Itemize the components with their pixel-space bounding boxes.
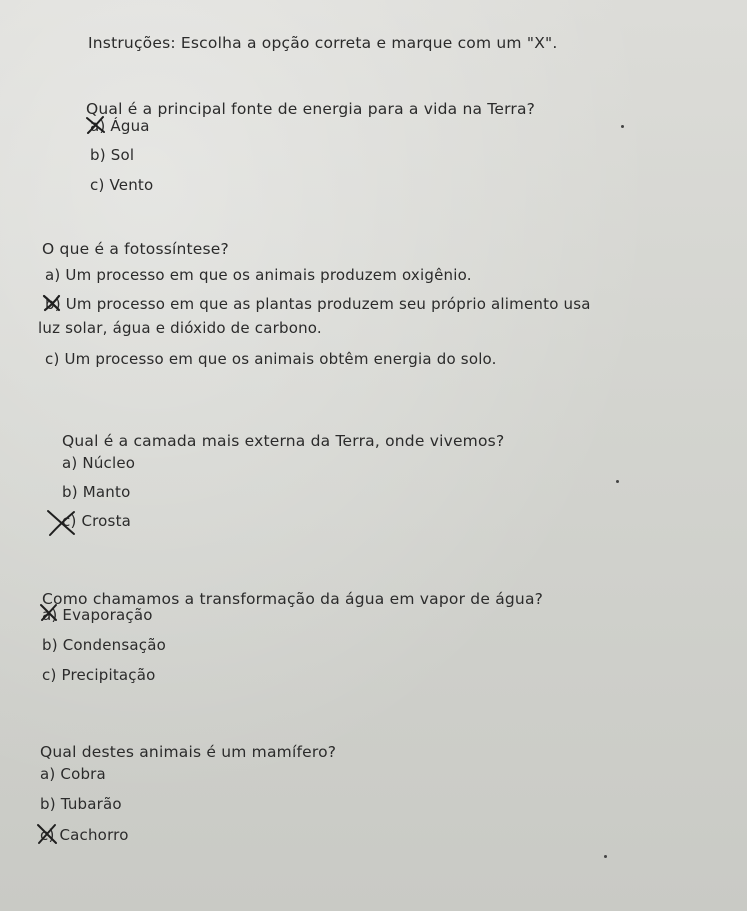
question-4-option-b[interactable]: b) Condensação <box>42 636 166 654</box>
question-2-text: O que é a fotossíntese? <box>42 240 229 258</box>
question-1-option-b[interactable]: b) Sol <box>90 146 135 164</box>
question-5-option-b[interactable]: b) Tubarão <box>40 795 122 813</box>
question-1-option-c[interactable]: c) Vento <box>90 176 154 194</box>
question-3-option-a[interactable]: a) Núcleo <box>62 454 136 472</box>
question-1-option-a[interactable]: a) Água <box>90 117 150 135</box>
question-3-option-c[interactable]: c) Crosta <box>62 512 132 530</box>
question-2-option-b[interactable]: b) Um processo em que as plantas produzem seu próprio alimento usa <box>45 295 591 313</box>
instructions-text: Instruções: Escolha a opção correta e marque com um "X". <box>88 34 558 52</box>
question-2-option-a[interactable]: a) Um processo em que os animais produzem oxigênio. <box>45 266 472 284</box>
question-5-option-c[interactable]: c) Cachorro <box>40 826 129 844</box>
paper-speck <box>621 125 624 128</box>
question-4-option-c[interactable]: c) Precipitação <box>42 666 156 684</box>
question-4-text: Como chamamos a transformação da água em vapor de água? <box>42 590 544 608</box>
question-5-option-a[interactable]: a) Cobra <box>40 765 106 783</box>
handwritten-x-mark-question-3 <box>44 508 80 538</box>
paper-speck <box>604 855 607 858</box>
handwritten-x-mark-question-2 <box>41 292 63 314</box>
paper-speck <box>616 480 619 483</box>
question-3-text: Qual é a camada mais externa da Terra, onde vivemos? <box>62 432 505 450</box>
question-3-option-b[interactable]: b) Manto <box>62 483 131 501</box>
question-5-text: Qual destes animais é um mamífero? <box>40 743 337 761</box>
handwritten-x-mark-question-4 <box>38 602 60 624</box>
handwritten-x-mark-question-1 <box>84 114 108 136</box>
question-4-option-a[interactable]: a) Evaporação <box>42 606 153 624</box>
question-2-option-c[interactable]: c) Um processo em que os animais obtêm energia do solo. <box>45 350 497 368</box>
question-1-text: Qual é a principal fonte de energia para a vida na Terra? <box>86 100 536 118</box>
question-2-option-b-continuation: luz solar, água e dióxido de carbono. <box>38 319 322 337</box>
handwritten-x-mark-question-5 <box>34 822 60 846</box>
